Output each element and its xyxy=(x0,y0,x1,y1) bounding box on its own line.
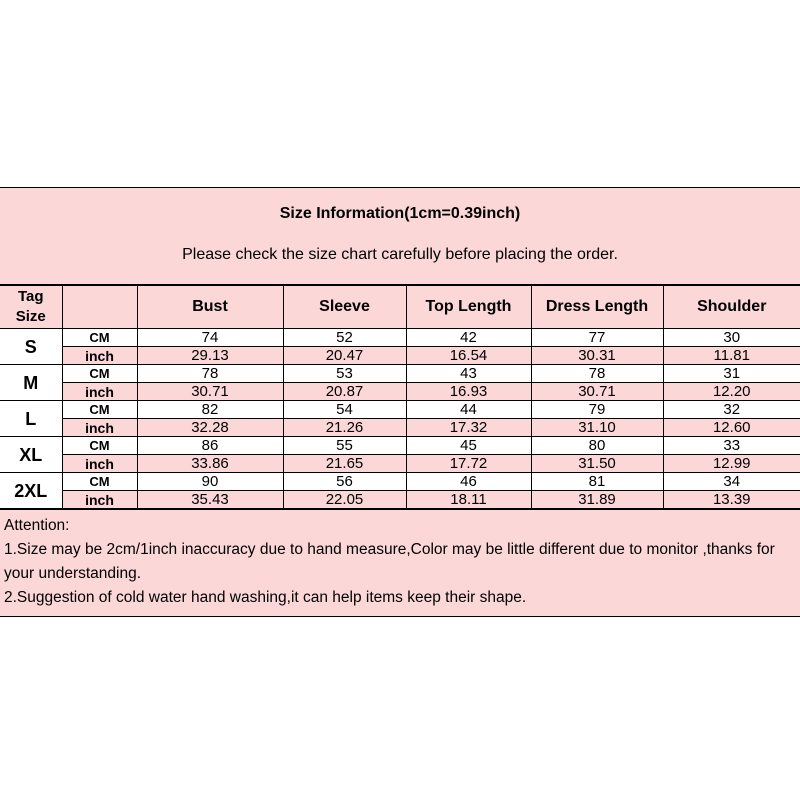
size-label: S xyxy=(0,329,62,365)
measurement-cell: 90 xyxy=(137,473,283,491)
column-header-dress-length: Dress Length xyxy=(531,286,663,329)
column-header-shoulder: Shoulder xyxy=(663,286,800,329)
measurement-cell: 31 xyxy=(663,365,800,383)
inch-unit-label: inch xyxy=(62,455,137,473)
size-table-body xyxy=(0,329,800,509)
tag-size-label-line2: Size xyxy=(15,308,46,325)
measurement-cell: 78 xyxy=(137,365,283,383)
table-row xyxy=(0,437,800,455)
tag-size-label-line1: Tag xyxy=(17,288,44,305)
measurement-cell: 16.93 xyxy=(406,383,531,401)
measurement-cell: 78 xyxy=(531,365,663,383)
measurement-cell: 31.10 xyxy=(531,419,663,437)
measurement-cell: 32.28 xyxy=(137,419,283,437)
size-label: M xyxy=(0,365,62,401)
table-row xyxy=(0,329,800,347)
measurement-cell: 42 xyxy=(406,329,531,347)
table-row xyxy=(0,455,800,473)
measurement-cell: 79 xyxy=(531,401,663,419)
measurement-cell: 30.31 xyxy=(531,347,663,365)
cm-unit-label: CM xyxy=(62,329,137,347)
measurement-cell: 20.87 xyxy=(283,383,406,401)
size-label: L xyxy=(0,401,62,437)
measurement-cell: 22.05 xyxy=(283,491,406,509)
size-chart xyxy=(0,187,800,617)
measurement-cell: 31.89 xyxy=(531,491,663,509)
measurement-cell: 33 xyxy=(663,437,800,455)
measurement-cell: 20.47 xyxy=(283,347,406,365)
measurement-cell: 34 xyxy=(663,473,800,491)
measurement-cell: 53 xyxy=(283,365,406,383)
attention-line-2: 2.Suggestion of cold water hand washing,it can help items keep their shape. xyxy=(4,589,527,606)
table-row xyxy=(0,473,800,491)
table-row xyxy=(0,365,800,383)
column-header-sleeve: Sleeve xyxy=(283,286,406,329)
measurement-cell: 54 xyxy=(283,401,406,419)
measurement-cell: 17.72 xyxy=(406,455,531,473)
tag-size-header xyxy=(0,286,62,329)
cm-unit-label: CM xyxy=(62,365,137,383)
measurement-cell: 12.20 xyxy=(663,383,800,401)
measurement-cell: 30 xyxy=(663,329,800,347)
cm-unit-label: CM xyxy=(62,437,137,455)
attention-line-1: 1.Size may be 2cm/1inch inaccuracy due to hand measure,Color may be little different due to monitor ,thanks for your understanding. xyxy=(4,541,775,582)
column-header-bust: Bust xyxy=(137,286,283,329)
measurement-cell: 13.39 xyxy=(663,491,800,509)
measurement-cell: 16.54 xyxy=(406,347,531,365)
table-row xyxy=(0,491,800,509)
unit-header xyxy=(62,286,137,329)
size-table xyxy=(0,285,800,509)
inch-unit-label: inch xyxy=(62,491,137,509)
measurement-cell: 21.65 xyxy=(283,455,406,473)
measurement-cell: 44 xyxy=(406,401,531,419)
measurement-cell: 82 xyxy=(137,401,283,419)
size-chart-title: Size Information(1cm=0.39inch) xyxy=(279,205,521,222)
measurement-cell: 30.71 xyxy=(137,383,283,401)
measurement-cell: 35.43 xyxy=(137,491,283,509)
cm-unit-label: CM xyxy=(62,401,137,419)
measurement-cell: 31.50 xyxy=(531,455,663,473)
measurement-cell: 74 xyxy=(137,329,283,347)
inch-unit-label: inch xyxy=(62,419,137,437)
measurement-cell: 56 xyxy=(283,473,406,491)
measurement-cell: 86 xyxy=(137,437,283,455)
table-row xyxy=(0,419,800,437)
measurement-cell: 32 xyxy=(663,401,800,419)
measurement-cell: 30.71 xyxy=(531,383,663,401)
size-label: 2XL xyxy=(0,473,62,509)
measurement-cell: 33.86 xyxy=(137,455,283,473)
measurement-cell: 46 xyxy=(406,473,531,491)
size-chart-header xyxy=(0,188,800,285)
inch-unit-label: inch xyxy=(62,347,137,365)
attention-notes xyxy=(0,509,800,616)
measurement-cell: 21.26 xyxy=(283,419,406,437)
attention-heading: Attention: xyxy=(4,517,70,534)
measurement-cell: 12.60 xyxy=(663,419,800,437)
measurement-cell: 80 xyxy=(531,437,663,455)
measurement-cell: 11.81 xyxy=(663,347,800,365)
size-label: XL xyxy=(0,437,62,473)
table-row xyxy=(0,347,800,365)
table-row xyxy=(0,401,800,419)
measurement-cell: 77 xyxy=(531,329,663,347)
measurement-cell: 18.11 xyxy=(406,491,531,509)
measurement-cell: 43 xyxy=(406,365,531,383)
column-header-top-length: Top Length xyxy=(406,286,531,329)
measurement-cell: 45 xyxy=(406,437,531,455)
measurement-cell: 81 xyxy=(531,473,663,491)
measurement-cell: 17.32 xyxy=(406,419,531,437)
size-chart-subtitle: Please check the size chart carefully before placing the order. xyxy=(182,246,618,263)
table-row xyxy=(0,383,800,401)
measurement-cell: 12.99 xyxy=(663,455,800,473)
cm-unit-label: CM xyxy=(62,473,137,491)
measurement-cell: 55 xyxy=(283,437,406,455)
table-header-row xyxy=(0,286,800,329)
measurement-cell: 52 xyxy=(283,329,406,347)
measurement-cell: 29.13 xyxy=(137,347,283,365)
inch-unit-label: inch xyxy=(62,383,137,401)
